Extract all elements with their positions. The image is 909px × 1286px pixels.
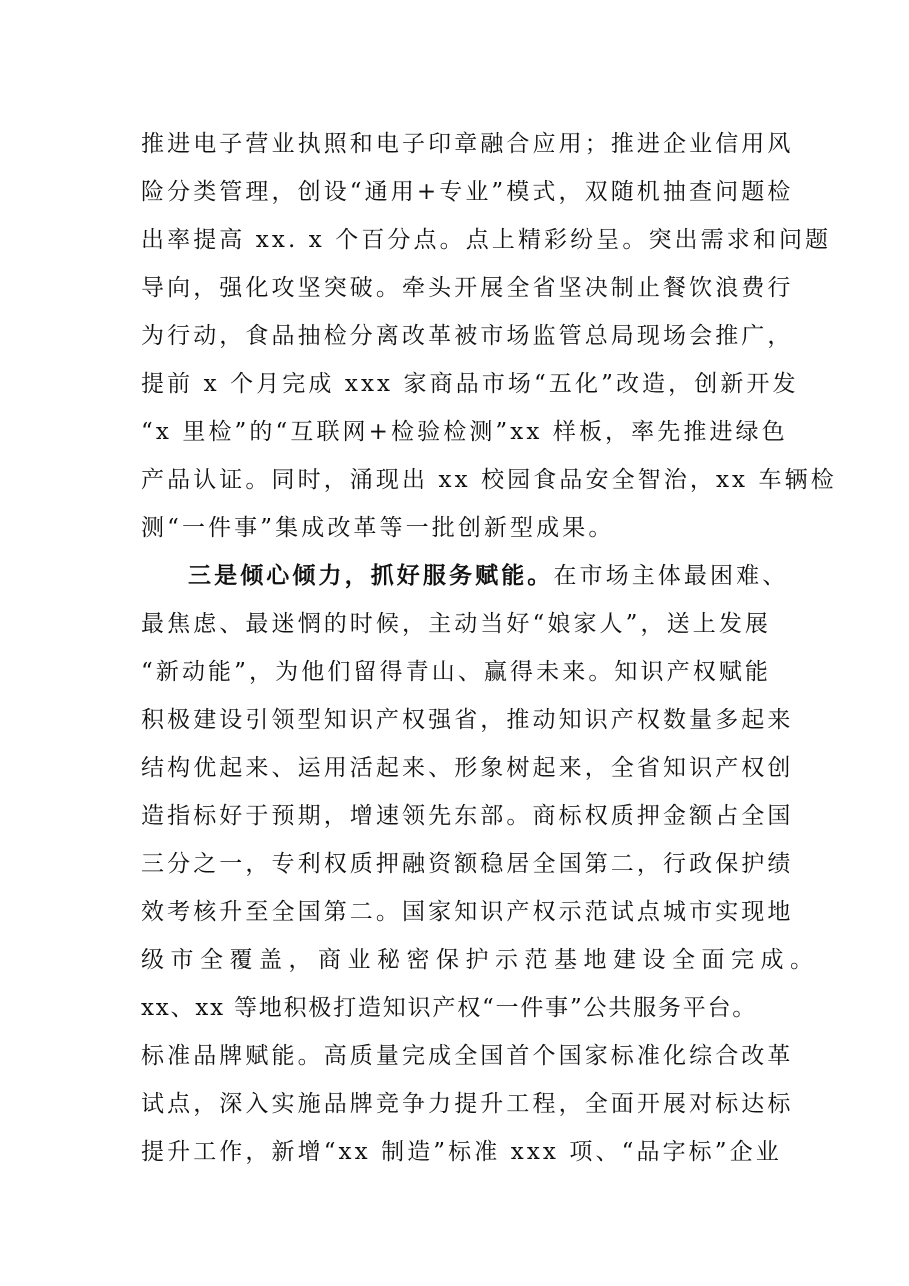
text-line: 导向，强化攻坚突破。牵头开展全省坚决制止餐饮浪费行 xyxy=(141,275,794,301)
text-line: “x 里检”的“互联网+检验检测”xx 样板，率先推进绿色 xyxy=(141,419,788,445)
text-line: 推进电子营业执照和电子印章融合应用；推进企业信用风 xyxy=(141,131,794,157)
paragraph-first-line xyxy=(188,558,788,594)
text-line: 三分之一，专利权质押融资额稳居全国第二，行政保护绩 xyxy=(141,851,794,877)
text-line: “新动能”，为他们留得青山、赢得未来。知识产权赋能 xyxy=(141,659,772,685)
paragraph-heading: 三是倾心倾力，抓好服务赋能。 xyxy=(188,562,554,589)
text-line: 产品认证。同时，涌现出 xx 校园食品安全智治，xx 车辆检 xyxy=(141,467,837,493)
text-line: 出率提高 xx. x 个百分点。点上精彩纷呈。突出需求和问题 xyxy=(141,227,832,253)
text-line: 险分类管理，创设“通用+专业”模式，双随机抽查问题检 xyxy=(141,179,794,205)
text-line: 试点，深入实施品牌竞争力提升工程，全面开展对标达标 xyxy=(141,1091,794,1117)
text-line: 级市全覆盖，商业秘密保护示范基地建设全面完成。 xyxy=(141,947,820,973)
text-line: 积极建设引领型知识产权强省，推动知识产权数量多起来 xyxy=(141,707,794,733)
text-line: 结构优起来、运用活起来、形象树起来，全省知识产权创 xyxy=(141,755,794,781)
text-line: 造指标好于预期，增速领先东部。商标权质押金额占全国 xyxy=(141,803,794,829)
text-line: xx、xx 等地积极打造知识产权“一件事”公共服务平台。 xyxy=(141,995,758,1021)
text-line: 最焦虑、最迷惘的时候，主动当好“娘家人”，送上发展 xyxy=(141,611,772,637)
text-line: 测“一件事”集成改革等一批创新型成果。 xyxy=(141,515,615,541)
paragraph-first-line-text: 在市场主体最困难、 xyxy=(553,563,789,589)
text-line: 提前 x 个月完成 xxx 家商品市场“五化”改造，创新开发 xyxy=(141,371,799,397)
text-line: 提升工作，新增“xx 制造”标准 xxx 项、“品字标”企业 xyxy=(141,1139,782,1165)
text-line: 为行动，食品抽检分离改革被市场监管总局现场会推广， xyxy=(141,323,794,349)
text-line: 效考核升至全国第二。国家知识产权示范试点城市实现地 xyxy=(141,899,794,925)
text-line: 标准品牌赋能。高质量完成全国首个国家标准化综合改革 xyxy=(141,1043,794,1069)
